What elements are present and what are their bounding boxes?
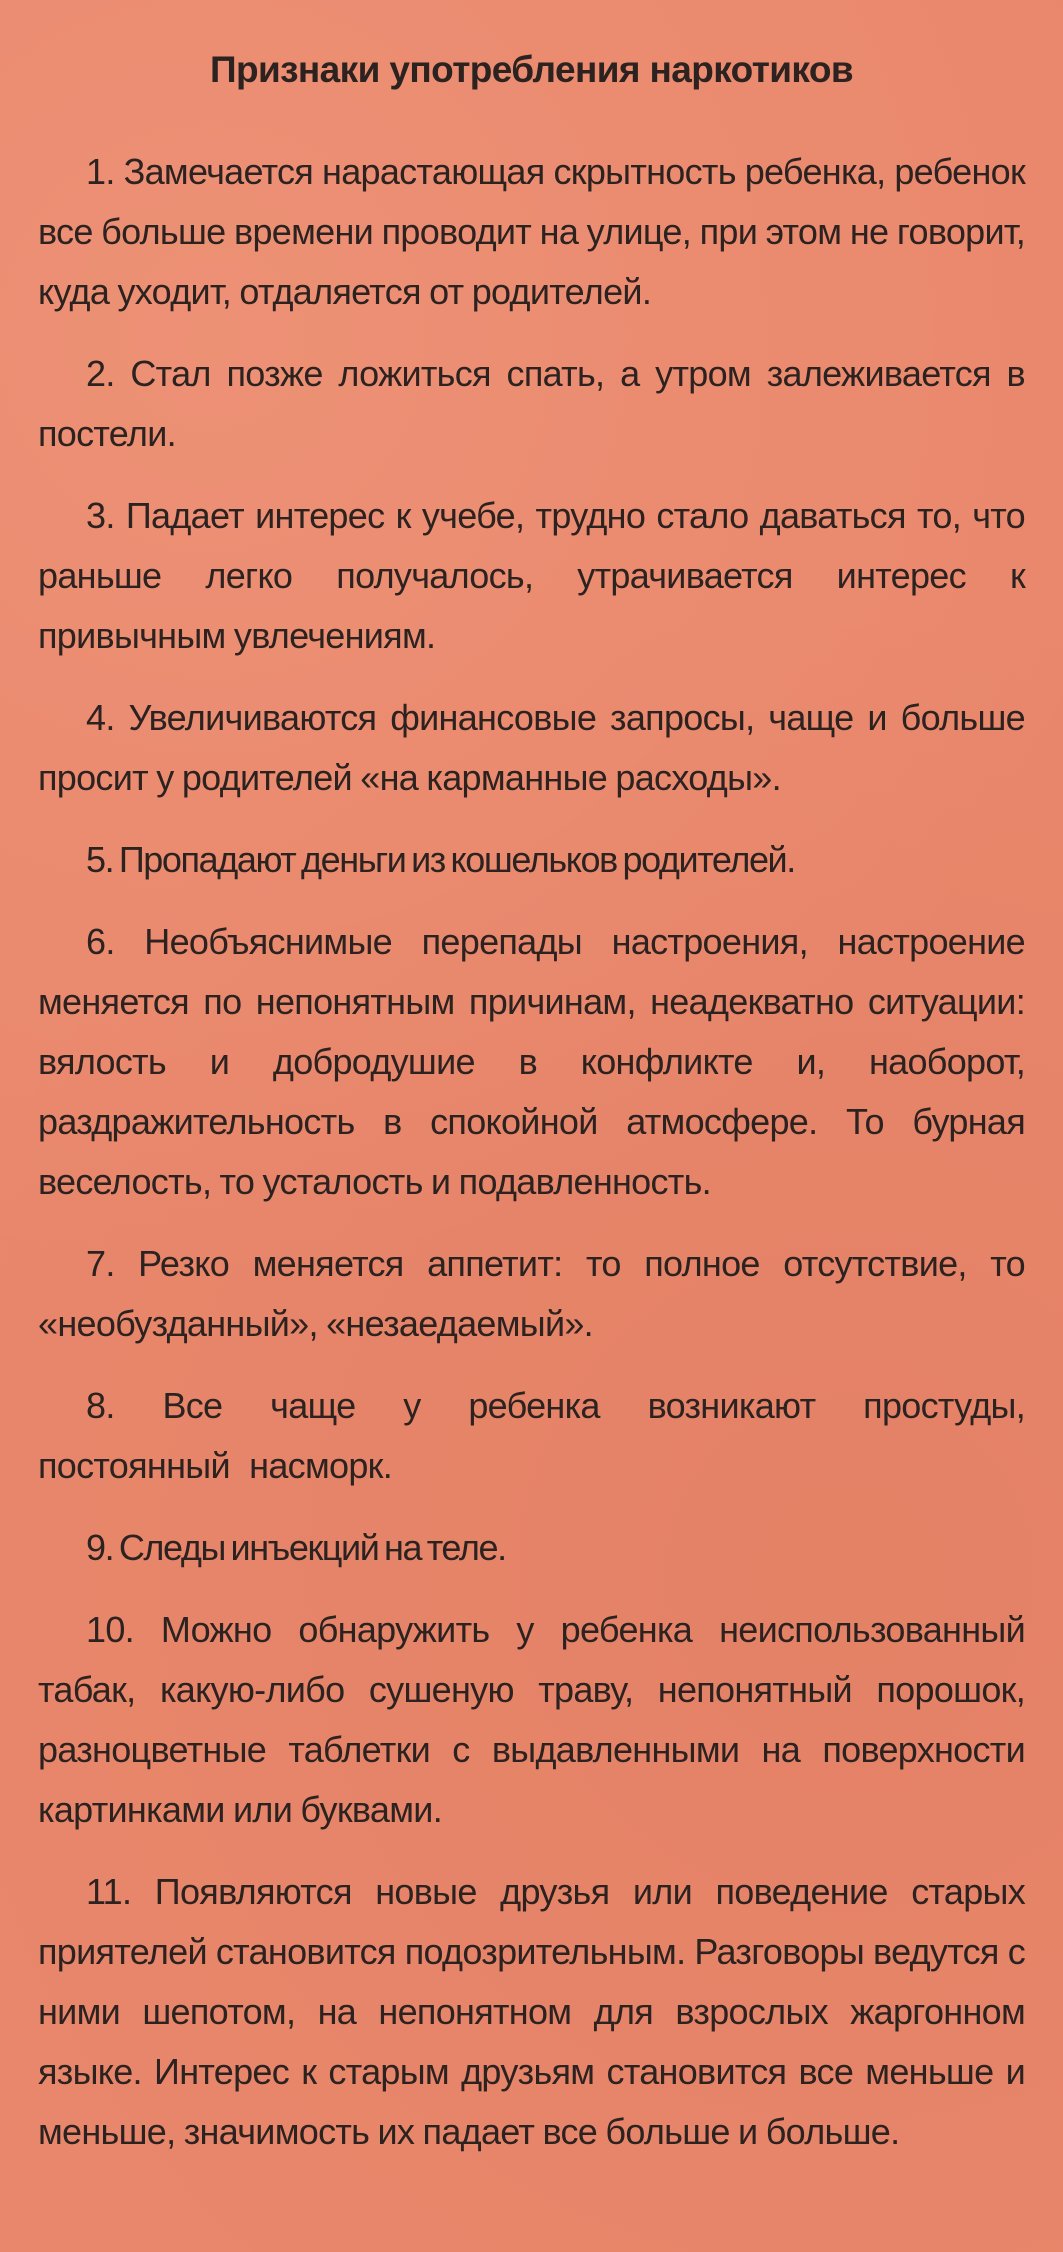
list-item: 9. Следы инъекций на теле. <box>86 1527 506 1568</box>
list-item: 6. Необъяснимые перепады настроения, настроение меняется по непонятным причинам, неадекватно ситуации: вялость и добродушие в конфликте и, наоборот, раздражительность в спокойной атмосфере. То бурная веселость, то усталость и подавленность. <box>38 921 1025 1202</box>
list-item: 3. Падает интерес к учебе, трудно стало даваться то, что раньше легко получалось, утрачивается интерес к привычным увлечениям. <box>38 495 1025 656</box>
page-title: Признаки употребления наркотиков <box>210 49 853 90</box>
list-item: 2. Стал позже ложиться спать, а утром залеживается в постели. <box>38 353 1025 454</box>
signs-list <box>38 142 1025 2162</box>
list-item: 1. Замечается нарастающая скрытность ребенка, ребенок все больше времени проводит на улице, при этом не говорит, куда уходит, отдаляется от родителей. <box>38 151 1025 312</box>
list-item: 11. Появляются новые друзья или поведение старых приятелей становится подозрительным. Разговоры ведутся с ними шепотом, на непонятном для взрослых жаргонном языке. Интерес к старым друзьям становится все меньше и меньше, значимость их падает все больше и больше. <box>38 1871 1025 2152</box>
list-item: 7. Резко меняется аппетит: то полное отсутствие, то «необузданный», «незаедаемый». <box>38 1243 1025 1344</box>
list-item: 8. Все чаще у ребенка возникают простуды, постоянный насморк. <box>38 1385 1025 1486</box>
list-item: 10. Можно обнаружить у ребенка неиспользованный табак, какую-либо сушеную траву, непонятный порошок, разноцветные таблетки с выдавленными на поверхности картинками или буквами. <box>38 1609 1025 1830</box>
list-item: 5. Пропадают деньги из кошельков родителей. <box>86 839 795 880</box>
list-item: 4. Увеличиваются финансовые запросы, чаще и больше просит у родителей «на карманные расходы». <box>38 697 1025 798</box>
